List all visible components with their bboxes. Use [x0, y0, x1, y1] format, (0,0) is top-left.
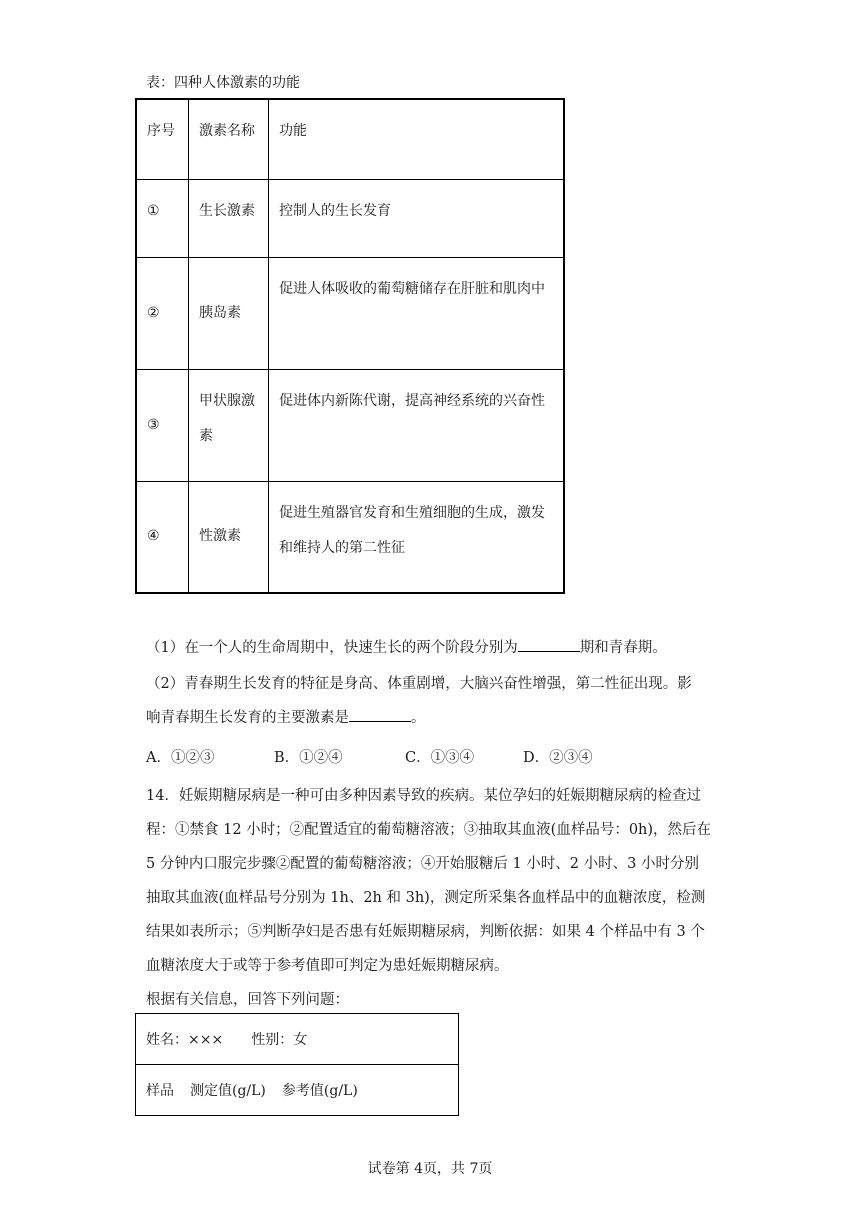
option-a[interactable]: A．①②③ [146, 750, 215, 766]
hormone-name: 生长激素 [189, 179, 269, 257]
hormone-function: 促进生殖器官发育和生殖细胞的生成，激发和维持人的第二性征 [269, 481, 565, 593]
question-2-line2 [146, 706, 426, 727]
row-number: ② [136, 257, 189, 369]
question-14-prompt: 根据有关信息，回答下列问题： [146, 992, 349, 1008]
question-2-line1: （2）青春期生长发育的特征是身高、体重剧增，大脑兴奋性增强，第二性征出现。影 [146, 676, 692, 692]
question-1-text: （1）在一个人的生命周期中，快速生长的两个阶段分别为 [146, 640, 518, 656]
answer-blank[interactable] [349, 707, 411, 722]
header-cell: 激素名称 [189, 99, 269, 179]
hormone-name: 胰岛素 [189, 257, 269, 369]
col-sample: 样品 [146, 1083, 174, 1099]
patient-info-cell [136, 1014, 459, 1065]
col-measured: 测定值(g/L) [190, 1083, 266, 1099]
question-14-line: 程：①禁食 12 小时；②配置适宜的葡萄糖溶液；③抽取其血液(血样品号：0h)，然后在 [146, 822, 712, 838]
table-row [136, 369, 564, 481]
option-c[interactable]: C．①③④ [405, 750, 475, 766]
question-14-line: 结果如表所示；⑤判断孕妇是否患有妊娠期糖尿病，判断依据：如果 4 个样品中有 3 个 [146, 924, 705, 940]
question-14-line: 抽取其血液(血样品号分别为 1h、2h 和 3h)，测定所采集各血样品中的血糖浓度，检测 [146, 890, 706, 906]
hormone-function: 控制人的生长发育 [269, 179, 565, 257]
table-row [136, 179, 564, 257]
patient-gender: 性别：女 [251, 1032, 308, 1048]
option-b[interactable]: B．①②④ [274, 750, 343, 766]
row-number: ④ [136, 481, 189, 593]
page-footer: 试卷第 4页，共 7页 [367, 1161, 493, 1177]
header-cell: 序号 [136, 99, 189, 179]
hormone-table [135, 98, 565, 594]
answer-blank[interactable] [518, 637, 580, 652]
row-number: ③ [136, 369, 189, 481]
table-row [136, 481, 564, 593]
table-row [136, 257, 564, 369]
row-number: ① [136, 179, 189, 257]
hormone-function: 促进体内新陈代谢，提高神经系统的兴奋性 [269, 369, 565, 481]
question-14-line: 14．妊娠期糖尿病是一种可由多种因素导致的疾病。某位孕妇的妊娠期糖尿病的检查过 [146, 788, 701, 804]
question-14-line: 血糖浓度大于或等于参考值即可判定为患妊娠期糖尿病。 [146, 958, 509, 974]
question-1-tail: 期和青春期。 [579, 640, 667, 656]
option-d[interactable]: D．②③④ [523, 750, 593, 766]
hormone-name: 甲状腺激素 [189, 369, 269, 481]
question-1 [146, 636, 667, 657]
col-reference: 参考值(g/L) [281, 1083, 358, 1099]
patient-info-table [135, 1013, 459, 1116]
header-cell: 功能 [269, 99, 565, 179]
question-2-text: 响青春期生长发育的主要激素是 [146, 710, 349, 726]
question-14-line: 5 分钟内口服完步骤②配置的葡萄糖溶液；④开始服糖后 1 小时、2 小时、3 小时分别 [146, 856, 699, 872]
hormone-function: 促进人体吸收的葡萄糖储存在肝脏和肌肉中 [269, 257, 565, 369]
column-headers-cell [136, 1065, 459, 1116]
question-2-tail: 。 [411, 710, 426, 726]
hormone-name: 性激素 [189, 481, 269, 593]
info-row [136, 1014, 459, 1065]
info-header-row [136, 1065, 459, 1116]
table-header-row [136, 99, 564, 179]
table-caption: 表：四种人体激素的功能 [146, 75, 300, 91]
patient-name: 姓名：××× [146, 1032, 224, 1048]
